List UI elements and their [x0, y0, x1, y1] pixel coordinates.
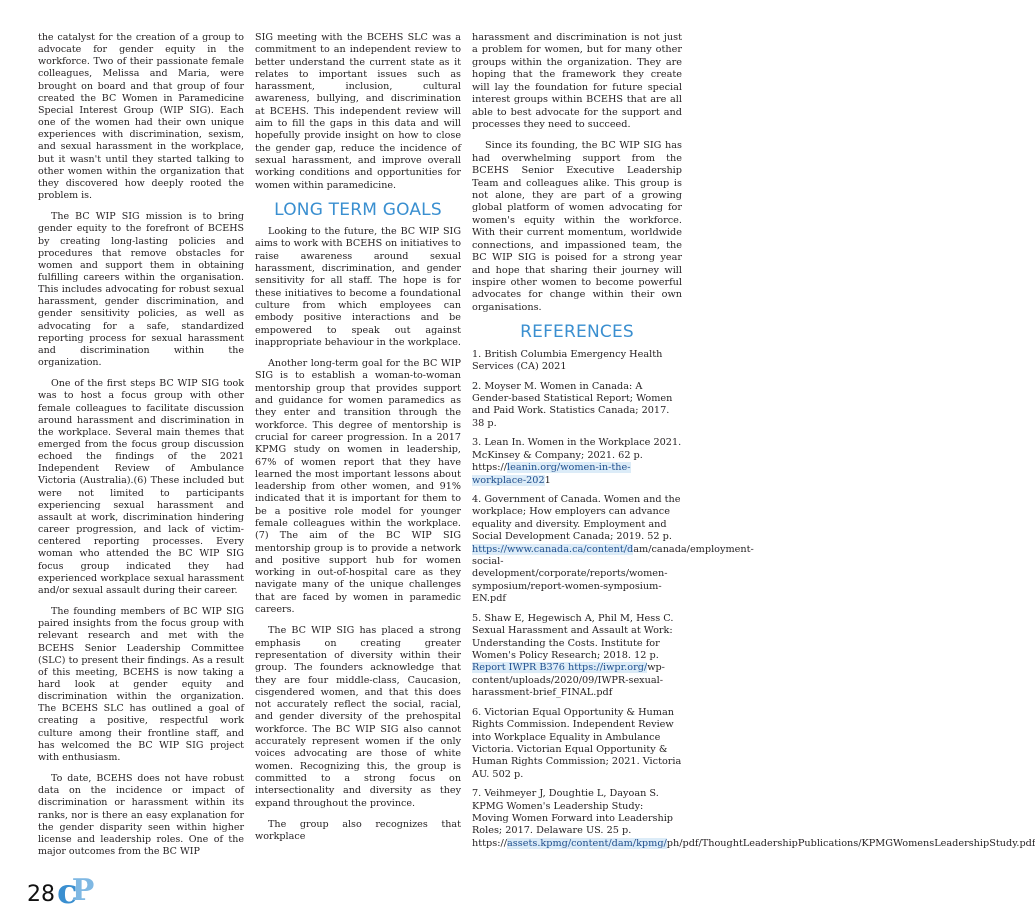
paragraph: Another long-term goal for the BC WIP SIG is to establish a woman-to-woman mentorship group that provides support and guidance for women paramedics as they enter and transition through the workforce. This degree of mentorship is crucial for career progression. In a 2017 KPMG study on women in leadership, 67% of women report that they have learned the most important lessons about leadership from other women, and 91% indicated that it is important for them to be a positive role model for younger female colleagues within the workplace. (7) The aim of the BC WIP SIG mentorship group is to provide a network and positive support hub for women working in out-of-hospital care as they navigate many of the unique challenges that are faced by women in paramedic careers. — [255, 358, 461, 616]
reference-item: 3. Lean In. Women in the Workplace 2021. McKinsey & Company; 2021. 62 p. https://leanin.org/women-in-the-workplace-2021 — [472, 437, 682, 486]
reference-item: 7. Veihmeyer J, Doughtie L, Dayoan S. KPMG Women's Leadership Study: Moving Women Forward into Leadership Roles; 2017. Delaware US. 25 p. https://assets.kpmg/content/dam/kpmg/ph/pdf/ThoughtLeadershipPublications/KPMGWomensLeadershipStudy.pdf — [472, 788, 1035, 849]
reference-link[interactable]: Report IWPR B376 https://iwpr.org/ — [472, 662, 648, 674]
reference-item: 6. Victorian Equal Opportunity & Human Rights Commission. Independent Review into Workplace Equality in Ambulance Victoria. Victorian Equal Opportunity & Human Rights Commission; 2021. Victoria AU. 502 p. — [472, 706, 682, 780]
page-number: 28 — [27, 882, 55, 907]
paragraph: The founding members of BC WIP SIG paired insights from the focus group with relevant research and met with the BCEHS Senior Leadership Committee (SLC) to present their findings. As a result of this meeting, BCEHS is now taking a hard look at gender equity and discrimination within the organization. The BCEHS SLC has outlined a goal of creating a positive, respectful work culture among their frontline staff, and has welcomed the BC WIP SIG project with enthusiasm. — [38, 606, 244, 763]
reference-link[interactable]: assets.kpmg/content/dam/kpmg/ — [507, 837, 667, 849]
reference-item: 5. Shaw E, Hegewisch A, Phil M, Hess C. Sexual Harassment and Assault at Work: Understanding the Costs. Institute for Women's Policy Research; 2018. 12 p. Report IWPR B376 https://iwpr.org/wp-content/uploads/2020/09/IWPR-sexual-harassment-brief_FINAL.pdf — [472, 612, 674, 699]
paragraph: Looking to the future, the BC WIP SIG aims to work with BCEHS on initiatives to raise awareness around sexual harassment, discrimination, and gender sensitivity for all staff. The hope is for these initiatives to become a foundational culture from which employees can embody positive interactions and be empowered to speak out against inappropriate behaviour in the workplace. — [255, 226, 461, 348]
paragraph: The BC WIP SIG mission is to bring gender equity to the forefront of BCEHS by creating long-lasting policies and procedures that remove obstacles for women and support them in obtaining fulfilling careers within the organisation. This includes advocating for robust sexual harassment, gender discrimination, and gender sensitivity policies, as well as advocating for a safe, standardized reporting process for sexual harassment and discrimination within the organization. — [38, 211, 244, 369]
paragraph: The group also recognizes that workplace — [255, 818, 461, 843]
section-heading-long-term-goals: LONG TERM GOALS — [274, 199, 442, 220]
column-1 — [38, 32, 244, 867]
section-heading-references: REFERENCES — [520, 322, 634, 343]
paragraph: SIG meeting with the BCEHS SLC was a commitment to an independent review to better understand the current state as it relates to important issues such as harassment, inclusion, cultural awareness, bullying, and discrimination at BCEHS. This independent review will aim to fill the gaps in this data and will hopefully provide insight on how to close the gender gap, reduce the incidence of sexual harassment, and improve overall working conditions and opportunities for women within paramedicine. — [255, 32, 461, 191]
paragraph: To date, BCEHS does not have robust data on the incidence or impact of discrimination or harassment within its ranks, nor is there an easy explanation for the gender disparity seen within higher license and leadership roles. One of the major outcomes from the BC WIP — [38, 773, 244, 857]
paragraph: Since its founding, the BC WIP SIG has had overwhelming support from the BCEHS Senior Executive Leadership Team and colleagues alike. This group is not alone, they are part of a growing global platform of women advocating for women's equity within the workforce. With their current momentum, worldwide connections, and impassioned team, the BC WIP SIG is poised for a strong year and hope that sharing their journey will inspire other women to become powerful advocates for change within their own organisations. — [472, 140, 682, 313]
paragraph: One of the first steps BC WIP SIG took was to host a focus group with other female colleagues to facilitate discussion around harassment and discrimination in the workplace. Several main themes that emerged from the focus group discussion echoed the findings of the 2021 Independent Review of Ambulance Victoria (Australia).(6) These included but were not limited to participants experiencing sexual harassment and assault at work, discrimination hindering career progression, and lack of victim-centered reporting processes. Every woman who attended the BC WIP SIG focus group indicated they had experienced workplace sexual harassment and/or sexual assault during their career. — [38, 378, 244, 596]
publication-logo: cP — [57, 872, 89, 912]
paragraph: the catalyst for the creation of a group to advocate for gender equity in the workforce. Two of their passionate female colleagues, Melissa and Maria, were brought on board and that group of four created the BC Women in Paramedicine Special Interest Group (WIP SIG). Each one of the women had their own unique experiences with discrimination, sexism, and sexual harassment in the workplace, but it wasn't until they started talking to other women within the organization that they discovered how deeply rooted the problem is. — [38, 32, 244, 202]
reference-item: 2. Moyser M. Women in Canada: A Gender-based Statistical Report; Women and Paid Work. Statistics Canada; 2017. 38 p. — [472, 380, 673, 429]
paragraph: The BC WIP SIG has placed a strong emphasis on creating greater representation of diversity within their group. The founders acknowledge that they are four middle-class, Caucasion, cisgendered women, and that this does not accurately reflect the social, racial, and gender diversity of the prehospital workforce. The BC WIP SIG also cannot accurately represent women if the only voices advocating are those of white women. Recognizing this, the group is committed to a strong focus on intersectionality and diversity as they expand throughout the province. — [255, 625, 461, 809]
reference-link[interactable]: https://www.canada.ca/content/d — [472, 543, 634, 555]
reference-item: 4. Government of Canada. Women and the workplace; How employers can advance equality and diversity. Employment and Social Development Canada; 2019. 52 p. https://www.canada.ca/content/dam/canada/employment-social-development/corporate/reports/women-symposium/report-women-symposium-EN.pdf — [472, 493, 754, 605]
paragraph: harassment and discrimination is not just a problem for women, but for many other groups within the organization. They are hoping that the framework they create will lay the foundation for future special interest groups within BCEHS that are all able to best advocate for the support and processes they need to succeed. — [472, 32, 682, 130]
column-3 — [472, 32, 1035, 857]
reference-item: 1. British Columbia Emergency Health Services (CA) 2021 — [472, 348, 663, 373]
reference-link[interactable]: leanin.org/women-in-the-workplace-202 — [472, 462, 631, 486]
references-list — [472, 348, 1035, 851]
column-2 — [255, 32, 461, 852]
